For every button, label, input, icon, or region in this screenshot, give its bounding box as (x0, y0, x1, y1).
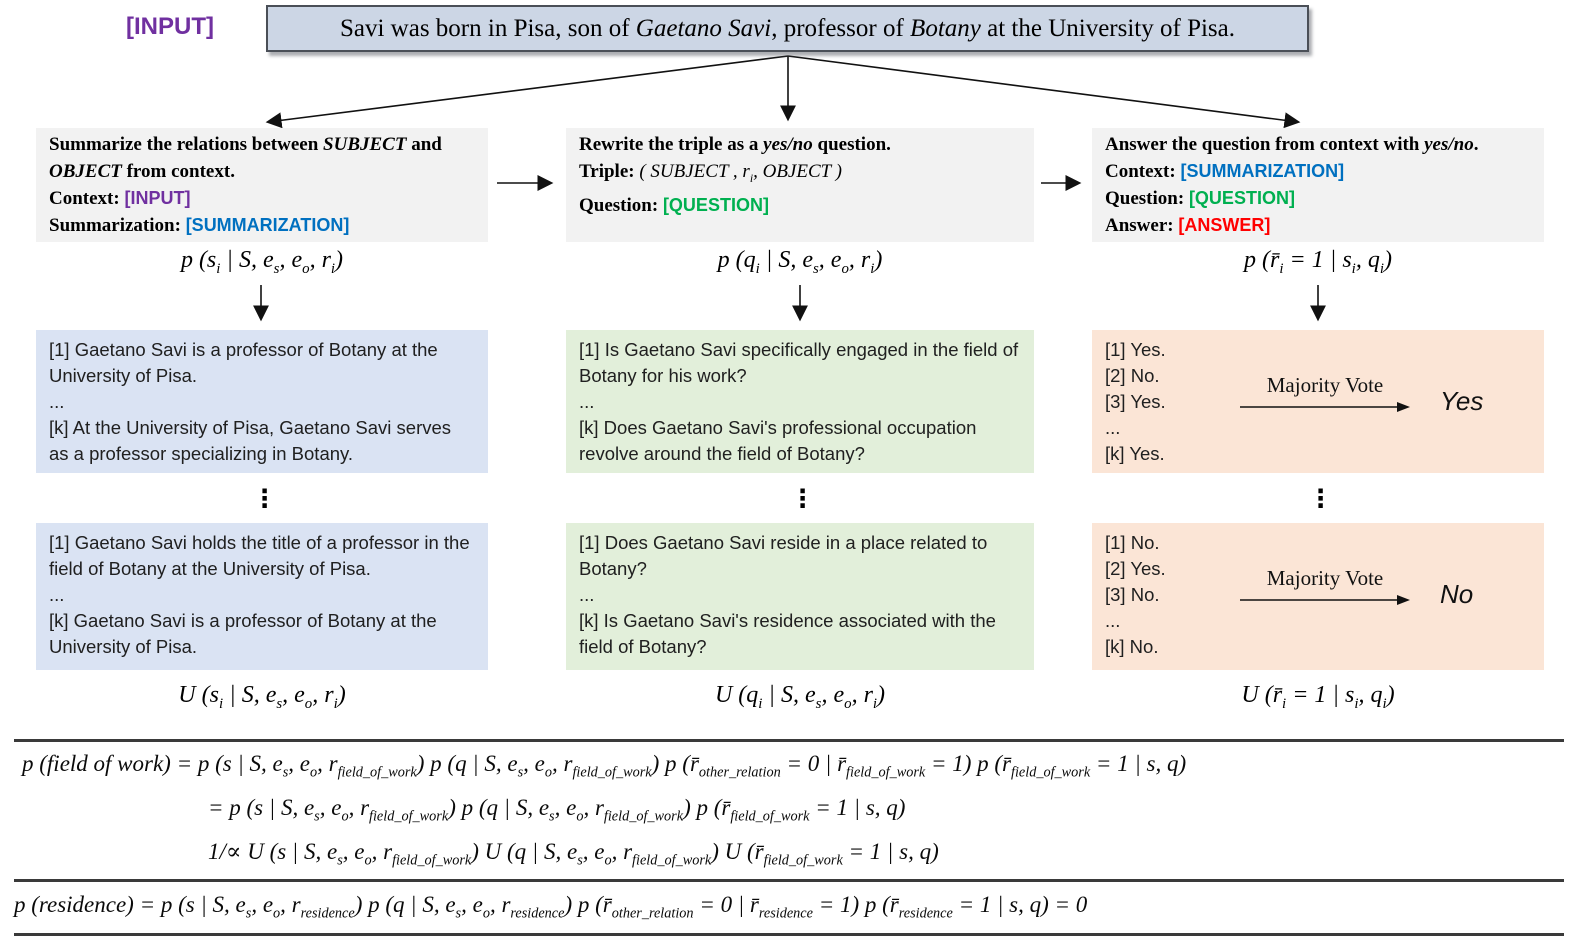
vote-result: No (1440, 579, 1474, 609)
summary-line: [k] Gaetano Savi is a professor of Botany at the University of Pisa. (49, 610, 437, 657)
question-line: [1] Is Gaetano Savi specifically engaged in the field of Botany for his work? (579, 339, 1019, 386)
answer-uniform-formula: U ($r̄_i = 1$ | $s_i$, $q_i$) (1241, 682, 1395, 712)
triple-value: ( SUBJECT , $r_i$, OBJECT ) (639, 161, 842, 185)
input-sentence-box (266, 5, 1309, 52)
context-field-line: Context: [INPUT] (49, 188, 191, 209)
answers-box-1 (1092, 330, 1544, 473)
answer-prompt-box (1092, 128, 1544, 242)
vote-line: [2] Yes. (1105, 558, 1166, 579)
vertical-ellipsis: ⋮ (252, 484, 277, 513)
field-of-work-equation-line-3: 1/∝ U (s | S, $e_s$, $e_o$, $r_{field\_of\_work}$) U (q | S, $e_s$, $e_o$, $r_{field\_of\_work}$) U ($r̄_{field\_of\_work} = 1$ | s, q) (208, 839, 939, 869)
answer-token: [ANSWER] (1178, 215, 1271, 235)
ellipsis-line: ... (579, 391, 595, 412)
vote-line: [k] Yes. (1105, 443, 1165, 464)
majority-vote-block (1230, 565, 1420, 606)
summary-line: [1] Gaetano Savi is a professor of Botany at the University of Pisa. (49, 339, 438, 386)
summarization-token: [SUMMARIZATION] (1180, 161, 1345, 181)
majority-vote-arrow (1240, 401, 1410, 413)
field-of-work-equation-line-2: = p (s | S, $e_s$, $e_o$, $r_{field\_of\_work}$) p (q | S, $e_s$, $e_o$, $r_{field\_of\_work}$) p ($r̄_{field\_of\_work} = 1$ | s, q) (208, 795, 906, 825)
ellipsis-line: ... (49, 391, 65, 412)
answers-box-2 (1092, 523, 1544, 670)
summary-uniform-formula: U ($s_i$ | S, $e_s$, $e_o$, $r_i$) (178, 682, 346, 712)
question-line: [k] Is Gaetano Savi's residence associated with the field of Botany? (579, 610, 996, 657)
answer-probability-formula: p ($r̄_i = 1$ | $s_i$, $q_i$) (1244, 247, 1392, 277)
vote-line: [3] No. (1105, 584, 1160, 605)
questions-box-1 (566, 330, 1034, 473)
summarization-token: [SUMMARIZATION] (185, 215, 350, 235)
ellipsis-line: ... (1105, 610, 1121, 631)
summary-probability-formula: p ($s_i$ | S, $e_s$, $e_o$, $r_i$) (180, 247, 344, 277)
majority-vote-block (1230, 372, 1420, 413)
ellipsis-line: ... (49, 584, 65, 605)
input-token-label: [INPUT] (126, 13, 214, 40)
input-sentence-text: Savi was born in Pisa, son of Gaetano Savi, professor of Botany at the University of Pisa. (339, 14, 1236, 42)
context-field-line: Context: [SUMMARIZATION] (1105, 161, 1345, 182)
summary-line: [1] Gaetano Savi holds the title of a professor in the field of Botany at the University of Pisa. (49, 532, 470, 579)
question-field-line: Question: [QUESTION] (1105, 188, 1295, 209)
vote-line: [k] No. (1105, 636, 1159, 657)
questions-box-2 (566, 523, 1034, 670)
summaries-box-1 (36, 330, 488, 473)
answer-votes (1105, 337, 1166, 467)
answer-votes (1105, 530, 1166, 660)
input-token: [INPUT] (124, 188, 191, 208)
question-probability-formula: p ($q_i$ | S, $e_s$, $e_o$, $r_i$) (717, 247, 883, 277)
summary-line: [k] At the University of Pisa, Gaetano Savi serves as a professor specializing in Botany. (49, 417, 452, 464)
ellipsis-line: ... (579, 584, 595, 605)
question-uniform-formula: U ($q_i$ | S, $e_s$, $e_o$, $r_i$) (714, 682, 886, 712)
summaries-box-2 (36, 523, 488, 670)
summarize-prompt-box (36, 128, 488, 242)
vote-line: [1] No. (1105, 532, 1160, 553)
vertical-ellipsis: ⋮ (790, 484, 815, 513)
divider-rule (14, 933, 1564, 936)
vote-line: [3] Yes. (1105, 391, 1166, 412)
vote-line: [2] No. (1105, 365, 1160, 386)
summarization-field-line: Summarization: [SUMMARIZATION] (49, 215, 350, 236)
vote-line: [1] Yes. (1105, 339, 1166, 360)
question-field-line: Question: [QUESTION] (579, 194, 769, 216)
field-of-work-equation-line-1: p (field of work) = p (s | S, $e_s$, $e_o$, $r_{field\_of\_work}$) p (q | S, $e_s$, $e_o$, $r_{field\_of\_work}$) p ($r̄_{other\_relation} = 0$ | $r̄_{field\_of\_work} = 1$) p ($r̄_{field\_of\_work} = 1$ | s, q) (22, 751, 1187, 781)
triple-field-line: Triple: ( SUBJECT , $r_i$, OBJECT ) (579, 161, 842, 185)
vote-result: Yes (1440, 386, 1484, 416)
ellipsis-line: ... (1105, 417, 1121, 438)
rewrite-prompt-title: Rewrite the triple as a yes/no question. (579, 134, 891, 155)
residence-equation-line: p (residence) = p (s | S, $e_s$, $e_o$, $r_{residence}$) p (q | S, $e_s$, $e_o$, $r_{residence}$) p ($r̄_{other\_relation} = 0$ | $r̄_{residence} = 1$) p ($r̄_{residence} = 1$ | s, q) = 0 (14, 892, 1088, 922)
input-fanout-arrows (268, 56, 1298, 122)
sampling-arrows (261, 285, 1318, 319)
divider-rule (14, 739, 1564, 742)
majority-vote-arrow (1240, 594, 1410, 606)
majority-vote-label: Majority Vote (1266, 373, 1384, 397)
question-line: [1] Does Gaetano Savi reside in a place related to Botany? (579, 532, 988, 579)
answer-field-line: Answer: [ANSWER] (1105, 215, 1271, 236)
answer-prompt-title: Answer the question from context with yes/no. (1105, 134, 1479, 155)
question-line: [k] Does Gaetano Savi's professional occupation revolve around the field of Botany? (579, 417, 977, 464)
majority-vote-label: Majority Vote (1266, 566, 1384, 590)
divider-rule (14, 879, 1564, 882)
summarize-prompt-title: Summarize the relations between SUBJECT and OBJECT from context. (49, 134, 442, 182)
vertical-ellipsis: ⋮ (1308, 484, 1333, 513)
question-token: [QUESTION] (662, 194, 769, 215)
rewrite-prompt-box (566, 128, 1034, 242)
question-token: [QUESTION] (1188, 188, 1295, 208)
